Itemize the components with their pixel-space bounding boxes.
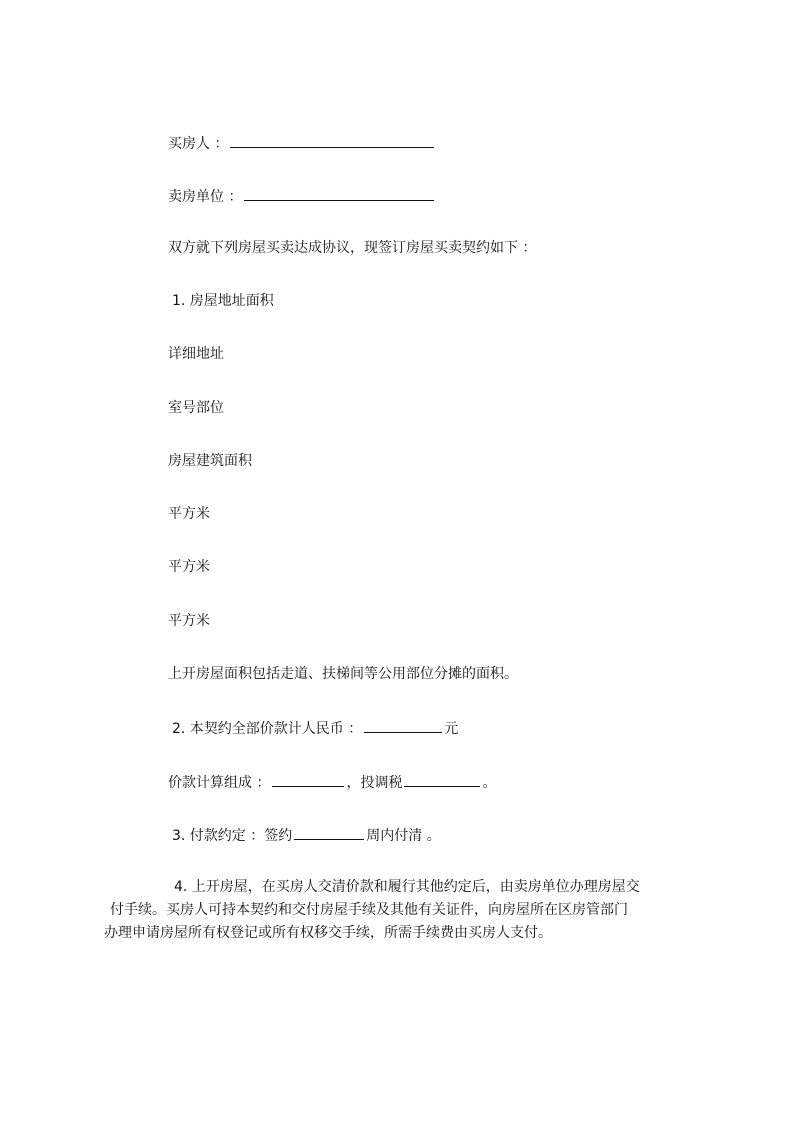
section3-prefix: 3. 付款约定 ：签约 <box>172 828 293 844</box>
payment-weeks-blank[interactable] <box>294 825 364 840</box>
section3-line <box>172 825 441 845</box>
section4-line1: 4. 上开房屋，在买房人交清价款和履行其他约定后，由卖房单位办理房屋交 <box>174 879 640 895</box>
area-note: 上开房屋面积包括走道、扶梯间等公用部位分摊的面积。 <box>168 666 518 682</box>
building-area-label: 房屋建筑面积 <box>168 453 252 469</box>
buyer-label: 买房人 ： <box>168 136 229 152</box>
section1-heading: 1. 房屋地址面积 <box>172 293 274 309</box>
section2-line <box>172 718 458 738</box>
tax-blank[interactable] <box>404 772 480 787</box>
detail-address-label: 详细地址 <box>168 346 224 362</box>
total-price-blank[interactable] <box>364 718 442 733</box>
price-calc-prefix: 价款计算组成 ： <box>168 775 271 791</box>
section2-suffix: 元 <box>444 721 459 737</box>
buyer-blank[interactable] <box>230 133 434 148</box>
sqm-label-1: 平方米 <box>168 506 210 522</box>
section2-prefix: 2. 本契约全部价款计人民币 ： <box>172 721 363 737</box>
price-calc-mid: ，投调税 <box>346 775 403 791</box>
section4-line3: 办理申请房屋所有权登记或所有权移交手续，所需手续费由买房人支付。 <box>104 925 552 941</box>
seller-line <box>168 186 436 206</box>
seller-label: 卖房单位 ： <box>168 189 243 205</box>
seller-blank[interactable] <box>244 186 434 201</box>
intro-text: 双方就下列房屋买卖达成协议，现签订房屋买卖契约如下 ： <box>168 240 537 256</box>
section3-suffix: 周内付清 。 <box>366 828 441 844</box>
section4-paragraph <box>104 876 716 945</box>
price-calc-suffix: 。 <box>482 775 497 791</box>
buyer-line <box>168 133 436 153</box>
sqm-label-3: 平方米 <box>168 613 210 629</box>
room-position-label: 室号部位 <box>168 400 224 416</box>
section4-line2: 付手续。买房人可持本契约和交付房屋手续及其他有关证件，向房屋所在区房管部门 <box>110 902 628 918</box>
sqm-label-2: 平方米 <box>168 559 210 575</box>
price-composition-blank[interactable] <box>272 772 344 787</box>
price-calc-line <box>168 772 496 792</box>
